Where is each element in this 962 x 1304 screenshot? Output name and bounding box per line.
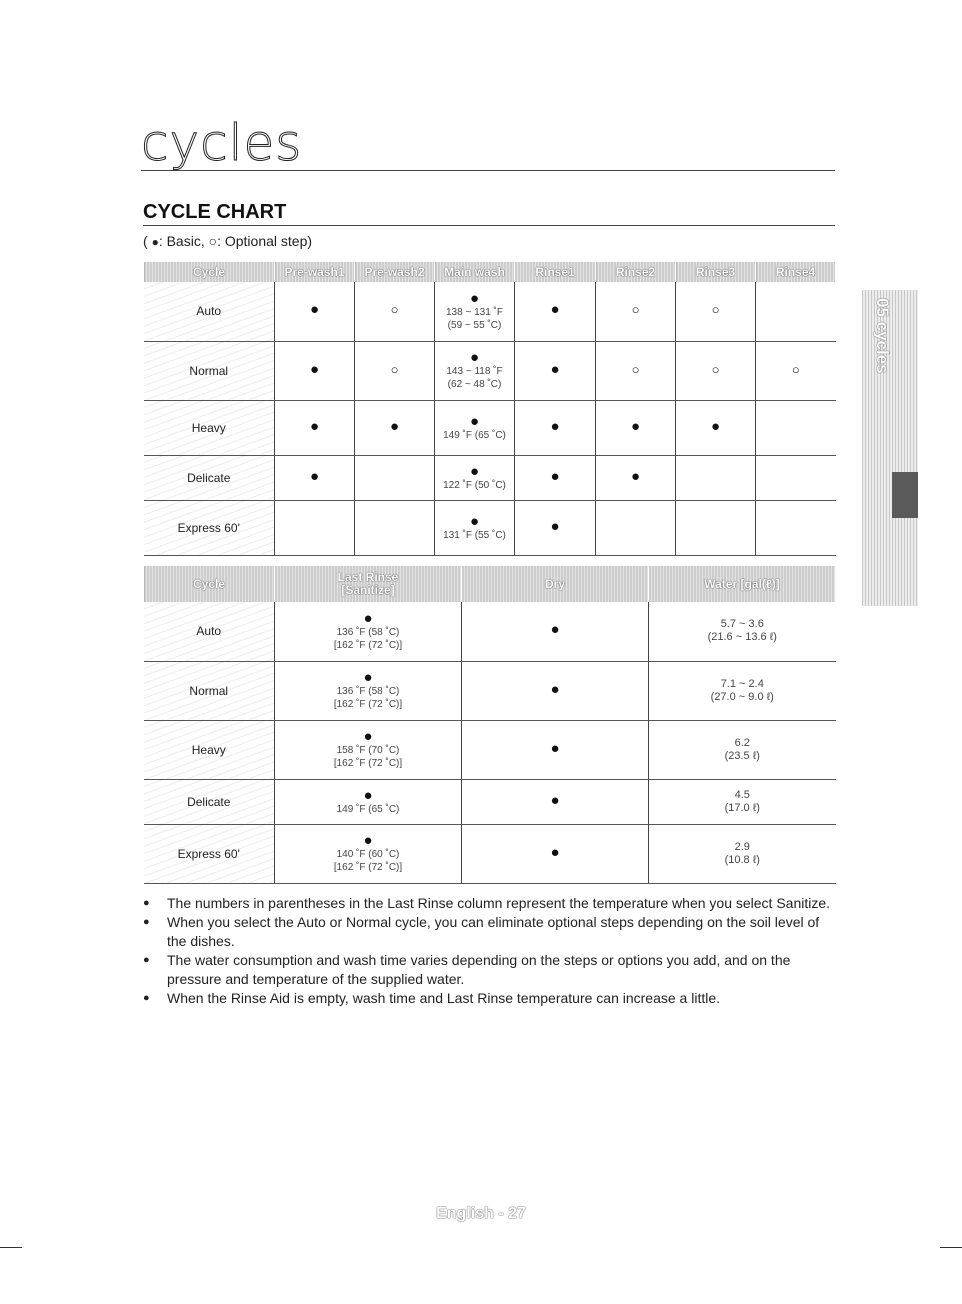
basic-step-icon: ● [550, 739, 560, 757]
bullet-icon: ● [143, 897, 150, 909]
water-gal-text: 6.2 [734, 736, 750, 749]
last-rinse-cell [275, 602, 462, 661]
cycle-name: Heavy [144, 400, 275, 455]
note-item [143, 989, 835, 1008]
temperature-text: 149 ˚F (65 ˚C) [336, 803, 400, 815]
cycle-name: Heavy [144, 720, 275, 779]
legend-optional-text: : Optional step) [217, 233, 313, 249]
chart-title: CYCLE CHART [143, 200, 835, 226]
step-cell [355, 282, 435, 341]
step-cell [515, 455, 596, 500]
water-liter-text: (17.0 ℓ) [724, 801, 760, 814]
basic-step-icon: ● [630, 417, 641, 435]
cycle-name: Delicate [144, 779, 275, 824]
basic-step-icon: ● [469, 412, 480, 430]
step-cell [596, 455, 676, 500]
temperature-text: 136 ˚F (58 ˚C) [336, 626, 400, 638]
basic-step-icon: ● [550, 301, 560, 319]
note-item [143, 951, 835, 989]
main-wash-cell [435, 500, 515, 555]
temperature-text: (59 ~ 55 ˚C) [447, 319, 502, 331]
main-wash-cell [435, 400, 515, 455]
last-rinse-cell [275, 720, 462, 779]
basic-step-icon: ● [550, 360, 560, 378]
notes-list [143, 894, 835, 1008]
basic-step-icon: ● [550, 417, 560, 435]
step-cell [756, 400, 836, 455]
table-row [144, 720, 836, 779]
water-liter-text: (21.6 ~ 13.6 ℓ) [707, 631, 777, 644]
header-cell: Rinse1 [515, 262, 596, 282]
step-cell [756, 455, 836, 500]
basic-step-icon: ● [309, 360, 320, 378]
water-liter-text: (23.5 ℓ) [724, 749, 760, 762]
header-cell [275, 566, 462, 602]
dry-cell [462, 720, 649, 779]
bullet-icon: ● [143, 916, 150, 928]
header-cell: Rinse3 [676, 262, 756, 282]
basic-step-icon: ● [363, 832, 373, 849]
basic-step-icon: ● [550, 621, 560, 639]
cycle-name: Express 60' [144, 500, 275, 555]
cycle-name: Normal [144, 341, 275, 400]
water-gal-text: 2.9 [734, 840, 750, 853]
basic-step-icon: ● [710, 417, 721, 435]
legend-optional-symbol: ○ [208, 233, 218, 249]
step-cell [676, 282, 756, 341]
step-cell [515, 400, 596, 455]
step-cell [515, 500, 596, 555]
legend [143, 233, 312, 249]
step-cell [596, 341, 676, 400]
optional-step-icon: ○ [390, 302, 399, 318]
basic-step-icon: ● [469, 349, 480, 366]
cycle-name: Normal [144, 661, 275, 720]
main-wash-cell [435, 455, 515, 500]
temperature-text: 158 ˚F (70 ˚C) [336, 745, 400, 756]
table-row [144, 824, 836, 883]
table-header-row [144, 262, 836, 282]
last-rinse-cell [275, 661, 462, 720]
step-cell [596, 282, 676, 341]
section-title: cycles [141, 118, 835, 171]
header-line: [Sanitize] [341, 583, 395, 597]
table-row [144, 455, 836, 500]
basic-step-icon: ● [389, 417, 400, 435]
header-cell: Cycle [144, 262, 275, 282]
note-text: When the Rinse Aid is empty, wash time and Last Rinse temperature can increase a little. [167, 990, 721, 1006]
optional-step-icon: ○ [711, 302, 720, 318]
water-cell [649, 720, 836, 779]
header-cell: Main wash [435, 262, 515, 282]
cycle-name: Auto [144, 282, 275, 341]
cycle-steps-table [143, 262, 836, 556]
step-cell [275, 455, 355, 500]
dry-cell [462, 779, 649, 824]
step-cell [676, 500, 756, 555]
water-cell [649, 824, 836, 883]
legend-open: ( [143, 233, 152, 249]
water-cell [649, 779, 836, 824]
water-gal-text: 4.5 [734, 788, 750, 801]
note-item [143, 913, 835, 951]
bullet-icon: ● [143, 992, 150, 1004]
note-text: When you select the Auto or Normal cycle, you can eliminate optional steps depending on the soil level of the dishes. [167, 914, 820, 949]
step-cell [756, 282, 836, 341]
temperature-text: 143 ~ 118 ˚F [446, 366, 503, 377]
water-gal-text: 5.7 ~ 3.6 [720, 618, 764, 631]
temperature-text: 131 ˚F (55 ˚C) [443, 529, 506, 541]
last-rinse-cell [275, 824, 462, 883]
step-cell [596, 500, 676, 555]
page-number: English - 27 [436, 1205, 526, 1222]
step-cell [355, 400, 435, 455]
step-cell [275, 341, 355, 400]
table-row [144, 341, 836, 400]
header-cell: Rinse2 [596, 262, 676, 282]
table-row [144, 779, 836, 824]
header-cell: Pre-wash2 [355, 262, 435, 282]
basic-step-icon: ● [469, 289, 480, 307]
water-cell [649, 661, 836, 720]
optional-step-icon: ○ [791, 361, 800, 377]
basic-step-icon: ● [550, 467, 560, 485]
optional-step-icon: ○ [631, 361, 640, 377]
sanitize-temperature-text: [162 ˚F (72 ˚C)] [333, 639, 403, 651]
table-row [144, 500, 836, 555]
basic-step-icon: ● [309, 467, 320, 485]
main-wash-cell [435, 341, 515, 400]
chapter-marker [892, 472, 918, 518]
step-cell [355, 455, 435, 500]
step-cell [515, 282, 596, 341]
basic-step-icon: ● [363, 786, 373, 804]
step-cell [756, 341, 836, 400]
optional-step-icon: ○ [711, 361, 720, 377]
basic-step-icon: ● [550, 680, 560, 698]
chapter-label: 05 cycles [873, 298, 892, 374]
table-row [144, 400, 836, 455]
header-cell: Dry [462, 566, 649, 602]
dry-cell [462, 824, 649, 883]
crop-mark [0, 1247, 22, 1248]
dry-cell [462, 661, 649, 720]
cycle-name: Delicate [144, 455, 275, 500]
step-cell [275, 400, 355, 455]
step-cell [676, 455, 756, 500]
step-cell [275, 282, 355, 341]
basic-step-icon: ● [469, 512, 480, 530]
basic-step-icon: ● [363, 669, 373, 686]
header-cell: Pre-wash1 [275, 262, 355, 282]
basic-step-icon: ● [363, 728, 373, 745]
basic-step-icon: ● [469, 462, 480, 480]
optional-step-icon: ○ [390, 361, 399, 377]
dry-cell [462, 602, 649, 661]
basic-step-icon: ● [630, 467, 641, 485]
temperature-text: 122 ˚F (50 ˚C) [443, 479, 506, 491]
step-cell [355, 500, 435, 555]
temperature-text: 140 ˚F (60 ˚C) [336, 849, 400, 860]
note-text: The numbers in parentheses in the Last Rinse column represent the temperature when you select Sanitize. [167, 895, 831, 911]
temperature-text: 138 ~ 131 ˚F [446, 306, 503, 318]
basic-step-icon: ● [550, 791, 560, 809]
legend-basic-text: : Basic, [158, 233, 209, 249]
step-cell [275, 500, 355, 555]
water-cell [649, 602, 836, 661]
table-row [144, 602, 836, 661]
step-cell [676, 400, 756, 455]
sanitize-temperature-text: [162 ˚F (72 ˚C)] [333, 699, 403, 710]
step-cell [676, 341, 756, 400]
note-item [143, 894, 835, 913]
crop-mark [940, 1247, 962, 1248]
step-cell [596, 400, 676, 455]
sanitize-temperature-text: [162 ˚F (72 ˚C)] [333, 758, 403, 769]
table-row [144, 282, 836, 341]
last-rinse-cell [275, 779, 462, 824]
temperature-text: 136 ˚F (58 ˚C) [336, 686, 400, 697]
bullet-icon: ● [143, 954, 150, 966]
water-gal-text: 7.1 ~ 2.4 [720, 677, 764, 690]
cycle-name: Auto [144, 602, 275, 661]
table-row [144, 661, 836, 720]
rinse-dry-water-table [143, 566, 836, 884]
sanitize-temperature-text: [162 ˚F (72 ˚C)] [333, 862, 403, 873]
water-liter-text: (27.0 ~ 9.0 ℓ) [710, 690, 774, 703]
header-cell: Water [gal(ℓ)] [649, 566, 836, 602]
step-cell [355, 341, 435, 400]
header-line: Last Rinse [337, 570, 399, 584]
basic-step-icon: ● [363, 609, 373, 627]
temperature-text: (62 ~ 48 ˚C) [447, 379, 502, 390]
main-wash-cell [435, 282, 515, 341]
header-cell: Rinse4 [756, 262, 836, 282]
basic-step-icon: ● [309, 417, 320, 435]
table-header-row [144, 566, 836, 602]
note-text: The water consumption and wash time varies depending on the steps or options you add, and on the pressure and temperature of the supplied water. [167, 952, 791, 987]
optional-step-icon: ○ [631, 302, 640, 318]
legend-basic-symbol: ● [151, 235, 159, 249]
step-cell [756, 500, 836, 555]
cycle-name: Express 60' [144, 824, 275, 883]
header-cell: Cycle [144, 566, 275, 602]
basic-step-icon: ● [550, 517, 560, 535]
temperature-text: 149 ˚F (65 ˚C) [443, 429, 506, 441]
basic-step-icon: ● [309, 301, 320, 319]
water-liter-text: (10.8 ℓ) [724, 853, 760, 866]
basic-step-icon: ● [550, 843, 560, 861]
step-cell [515, 341, 596, 400]
